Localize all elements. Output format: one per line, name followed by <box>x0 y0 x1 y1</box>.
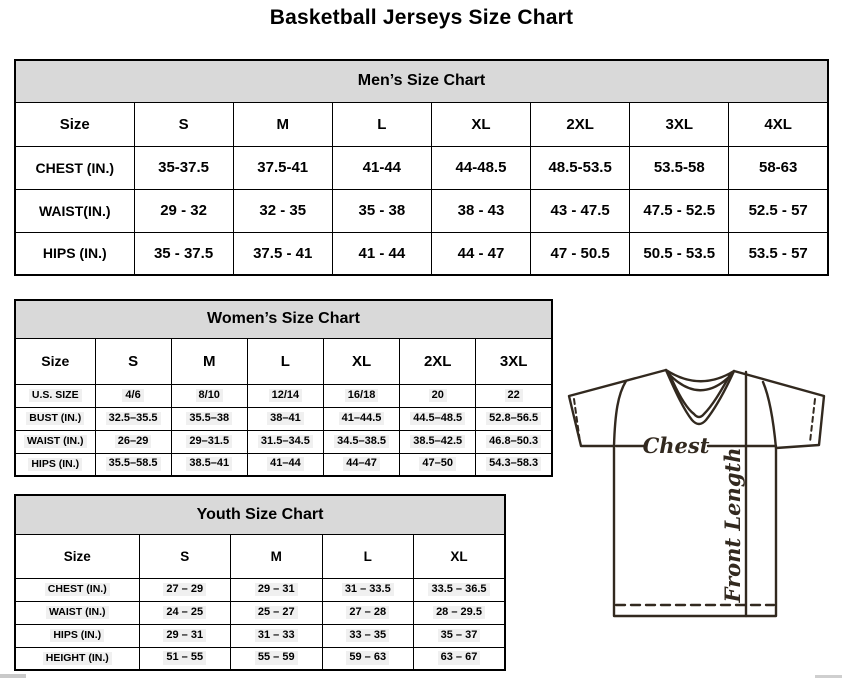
jersey-measurement-diagram <box>556 358 843 626</box>
measurement-row <box>15 232 828 275</box>
size-value-cell: 47 - 50.5 <box>531 232 630 275</box>
size-value-cell <box>139 601 231 624</box>
measurement-row <box>15 647 505 670</box>
size-column-header: Size <box>15 102 134 146</box>
size-header-2xl: 2XL <box>531 102 630 146</box>
cell-text: 32.5–35.5 <box>106 412 161 426</box>
measurement-row <box>15 384 552 407</box>
cell-text: 29–31.5 <box>186 435 232 449</box>
cell-text: 35.5–38 <box>186 412 232 426</box>
size-value-cell <box>476 407 552 430</box>
size-value-cell <box>95 384 171 407</box>
size-value-cell <box>323 430 399 453</box>
jersey-outline <box>569 370 824 616</box>
size-header-2xl: 2XL <box>400 338 476 384</box>
cell-text: 54.3–58.3 <box>486 457 541 471</box>
size-value-cell <box>247 453 323 476</box>
cell-text: 59 – 63 <box>346 651 389 665</box>
size-value-cell: 53.5 - 57 <box>729 232 828 275</box>
cell-text: 20 <box>429 389 447 403</box>
cell-text: 44.5–48.5 <box>410 412 465 426</box>
size-column-header: Size <box>15 534 139 578</box>
mens-size-chart-table <box>14 59 829 276</box>
cell-text: HIPS (IN.) <box>28 458 82 471</box>
size-header-3xl: 3XL <box>476 338 552 384</box>
size-value-cell <box>231 624 323 647</box>
right-cuff-stitch <box>810 399 815 442</box>
cell-text: 38.5–41 <box>186 457 232 471</box>
cell-text: 38–41 <box>267 412 304 426</box>
cell-text: 29 – 31 <box>163 629 206 643</box>
cell-text: WAIST (IN.) <box>24 435 87 448</box>
size-value-cell <box>139 647 231 670</box>
column-header-row <box>15 534 505 578</box>
size-value-cell <box>322 578 414 601</box>
cell-text: 28 – 29.5 <box>433 606 485 620</box>
size-value-cell: 53.5-58 <box>630 146 729 189</box>
table-title: Youth Size Chart <box>15 495 505 534</box>
size-value-cell: 44-48.5 <box>431 146 530 189</box>
size-value-cell <box>323 407 399 430</box>
size-header-xl: XL <box>414 534 506 578</box>
cell-text: 22 <box>505 389 523 403</box>
cell-text: WAIST (IN.) <box>46 606 109 619</box>
size-value-cell <box>322 601 414 624</box>
scrollbar-artifact-right <box>815 675 842 678</box>
table-title: Women’s Size Chart <box>15 300 552 338</box>
cell-text: 44–47 <box>343 457 380 471</box>
left-sleeve-seam <box>614 381 626 446</box>
size-value-cell: 52.5 - 57 <box>729 189 828 232</box>
size-value-cell <box>414 647 506 670</box>
size-value-cell <box>323 453 399 476</box>
size-value-cell <box>139 624 231 647</box>
size-value-cell: 58-63 <box>729 146 828 189</box>
row-label <box>15 578 139 601</box>
size-value-cell: 37.5 - 41 <box>233 232 332 275</box>
row-label <box>15 647 139 670</box>
cell-text: 31.5–34.5 <box>258 435 313 449</box>
size-value-cell <box>231 647 323 670</box>
cell-text: 33.5 – 36.5 <box>428 583 489 597</box>
table-title-row <box>15 60 828 102</box>
column-header-row <box>15 338 552 384</box>
size-header-4xl: 4XL <box>729 102 828 146</box>
cell-text: 25 – 27 <box>255 606 298 620</box>
cell-text: 63 – 67 <box>438 651 481 665</box>
womens-size-chart-table <box>14 299 553 477</box>
size-value-cell <box>476 453 552 476</box>
cell-text: 31 – 33.5 <box>342 583 394 597</box>
size-value-cell <box>400 430 476 453</box>
cell-text: 35.5–58.5 <box>106 457 161 471</box>
cell-text: 12/14 <box>269 389 303 403</box>
row-label <box>15 453 95 476</box>
size-value-cell <box>171 384 247 407</box>
cell-text: 4/6 <box>122 389 143 403</box>
row-label <box>15 430 95 453</box>
measurement-row <box>15 146 828 189</box>
table-title-row <box>15 495 505 534</box>
size-value-cell <box>322 624 414 647</box>
size-value-cell <box>414 578 506 601</box>
table-title: Men’s Size Chart <box>15 60 828 102</box>
size-header-l: L <box>332 102 431 146</box>
size-value-cell <box>139 578 231 601</box>
cell-text: HEIGHT (IN.) <box>43 652 112 665</box>
cell-text: 29 – 31 <box>255 583 298 597</box>
cell-text: 26–29 <box>115 435 152 449</box>
size-value-cell: 41 - 44 <box>332 232 431 275</box>
front-length-label: Front Length <box>720 447 745 603</box>
row-label <box>15 384 95 407</box>
cell-text: 33 – 35 <box>346 629 389 643</box>
page-title: Basketball Jerseys Size Chart <box>269 6 574 29</box>
size-value-cell: 35-37.5 <box>134 146 233 189</box>
size-header-l: L <box>247 338 323 384</box>
size-header-m: M <box>233 102 332 146</box>
scrollbar-artifact-left <box>0 674 26 678</box>
cell-text: 24 – 25 <box>163 606 206 620</box>
size-header-xl: XL <box>431 102 530 146</box>
size-value-cell <box>95 430 171 453</box>
row-label <box>15 601 139 624</box>
row-label <box>15 624 139 647</box>
measurement-row <box>15 453 552 476</box>
size-header-s: S <box>139 534 231 578</box>
cell-text: 41–44.5 <box>339 412 385 426</box>
size-value-cell <box>231 578 323 601</box>
size-header-m: M <box>171 338 247 384</box>
measurement-row <box>15 407 552 430</box>
size-value-cell <box>414 601 506 624</box>
size-value-cell: 50.5 - 53.5 <box>630 232 729 275</box>
size-value-cell: 41-44 <box>332 146 431 189</box>
measurement-row <box>15 578 505 601</box>
size-value-cell: 35 - 38 <box>332 189 431 232</box>
cell-text: 52.8–56.5 <box>486 412 541 426</box>
size-value-cell <box>323 384 399 407</box>
cell-text: 38.5–42.5 <box>410 435 465 449</box>
cell-text: 46.8–50.3 <box>486 435 541 449</box>
size-value-cell <box>476 430 552 453</box>
size-value-cell <box>476 384 552 407</box>
size-value-cell <box>400 407 476 430</box>
size-value-cell <box>95 453 171 476</box>
cell-text: HIPS (IN.) <box>50 629 104 642</box>
chest-label: Chest <box>642 433 710 458</box>
youth-size-chart-table <box>14 494 506 671</box>
size-value-cell <box>231 601 323 624</box>
cell-text: 8/10 <box>196 389 223 403</box>
column-header-row <box>15 102 828 146</box>
size-value-cell: 47.5 - 52.5 <box>630 189 729 232</box>
size-value-cell: 32 - 35 <box>233 189 332 232</box>
cell-text: 35 – 37 <box>438 629 481 643</box>
right-sleeve-seam <box>763 382 776 448</box>
size-header-s: S <box>134 102 233 146</box>
cell-text: 31 – 33 <box>255 629 298 643</box>
table-title-row <box>15 300 552 338</box>
size-value-cell <box>171 453 247 476</box>
cell-text: 41–44 <box>267 457 304 471</box>
size-header-3xl: 3XL <box>630 102 729 146</box>
size-value-cell: 35 - 37.5 <box>134 232 233 275</box>
cell-text: U.S. SIZE <box>29 389 82 402</box>
size-value-cell <box>322 647 414 670</box>
size-header-xl: XL <box>323 338 399 384</box>
cell-text: 27 – 29 <box>163 583 206 597</box>
cell-text: CHEST (IN.) <box>45 583 110 596</box>
measurement-row <box>15 430 552 453</box>
size-header-s: S <box>95 338 171 384</box>
row-label <box>15 407 95 430</box>
size-value-cell: 43 - 47.5 <box>531 189 630 232</box>
size-column-header: Size <box>15 338 95 384</box>
cell-text: 47–50 <box>419 457 456 471</box>
size-value-cell <box>400 453 476 476</box>
size-value-cell <box>247 407 323 430</box>
size-value-cell <box>400 384 476 407</box>
size-value-cell: 37.5-41 <box>233 146 332 189</box>
measurement-row <box>15 624 505 647</box>
row-label: CHEST (IN.) <box>15 146 134 189</box>
size-value-cell <box>247 384 323 407</box>
cell-text: 16/18 <box>345 389 379 403</box>
row-label: HIPS (IN.) <box>15 232 134 275</box>
size-value-cell <box>95 407 171 430</box>
cell-text: 27 – 28 <box>346 606 389 620</box>
size-value-cell: 48.5-53.5 <box>531 146 630 189</box>
row-label: WAIST(IN.) <box>15 189 134 232</box>
cell-text: BUST (IN.) <box>26 412 84 425</box>
measurement-row <box>15 601 505 624</box>
cell-text: 55 – 59 <box>255 651 298 665</box>
measurement-row <box>15 189 828 232</box>
size-value-cell: 38 - 43 <box>431 189 530 232</box>
size-header-m: M <box>231 534 323 578</box>
size-value-cell <box>247 430 323 453</box>
size-value-cell: 29 - 32 <box>134 189 233 232</box>
size-value-cell: 44 - 47 <box>431 232 530 275</box>
size-header-l: L <box>322 534 414 578</box>
cell-text: 34.5–38.5 <box>334 435 389 449</box>
cell-text: 51 – 55 <box>163 651 206 665</box>
size-value-cell <box>171 430 247 453</box>
size-value-cell <box>414 624 506 647</box>
size-value-cell <box>171 407 247 430</box>
